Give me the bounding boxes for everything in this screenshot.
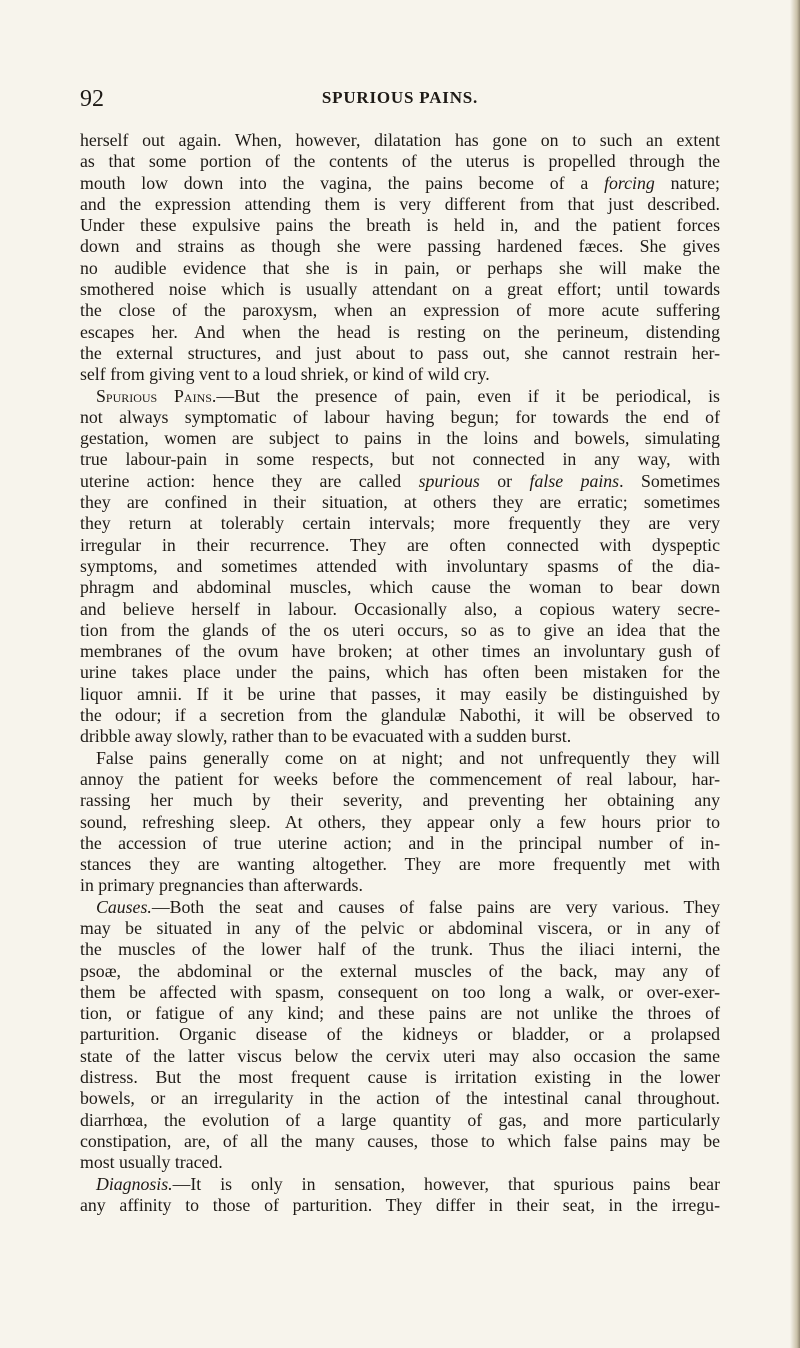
text-line xyxy=(80,705,720,726)
text-run: uterine action: hence they are called xyxy=(80,470,419,491)
text-line xyxy=(80,748,720,769)
text-line xyxy=(80,300,720,321)
text-run: False pains generally come on at night; and not unfrequently they will xyxy=(96,747,720,768)
italic-text: spurious xyxy=(418,470,480,491)
text-run: the accession of true uterine action; and in the principal number of in- xyxy=(80,832,720,853)
text-run: self from giving vent to a loud shriek, or kind of wild cry. xyxy=(80,364,490,385)
text-line xyxy=(80,258,720,279)
text-line xyxy=(80,1174,720,1195)
text-line xyxy=(80,1152,720,1173)
text-line xyxy=(80,535,720,556)
text-line xyxy=(80,1003,720,1024)
text-line xyxy=(80,471,720,492)
text-line xyxy=(80,726,720,747)
text-run: annoy the patient for weeks before the commencement of real labour, har- xyxy=(80,768,720,789)
text-line xyxy=(80,449,720,470)
text-line xyxy=(80,151,720,172)
text-run: stances they are wanting altogether. They are more frequently met with xyxy=(80,854,720,875)
text-run: dribble away slowly, rather than to be evacuated with a sudden burst. xyxy=(80,726,572,747)
text-line xyxy=(80,812,720,833)
text-run: —It is only in sensation, however, that spurious pains bear xyxy=(172,1173,720,1194)
text-line xyxy=(80,577,720,598)
text-run: phragm and abdominal muscles, which cause the woman to bear down xyxy=(80,577,720,598)
text-run: them be affected with spasm, consequent on too long a walk, or over-exer- xyxy=(80,981,720,1002)
text-run: state of the latter viscus below the cervix uteri may also occasion the same xyxy=(80,1045,720,1066)
text-run: the close of the paroxysm, when an expression of more acute suffering xyxy=(80,300,720,321)
text-run: . Sometimes xyxy=(619,470,721,491)
text-line xyxy=(80,513,720,534)
text-line xyxy=(80,897,720,918)
text-run: and the expression attending them is very different from that just described. xyxy=(80,193,720,214)
text-line xyxy=(80,662,720,683)
page-number: 92 xyxy=(80,86,104,112)
text-run: tion, or fatigue of any kind; and these pains are not unlike the throes of xyxy=(80,1003,720,1024)
text-run: not always symptomatic of labour having begun; for towards the end of xyxy=(80,406,720,427)
page-edge-shadow xyxy=(790,0,800,1348)
text-run: and believe herself in labour. Occasionally also, a copious watery secre- xyxy=(80,598,720,619)
text-line xyxy=(80,1046,720,1067)
text-line xyxy=(80,130,720,151)
text-line xyxy=(80,769,720,790)
text-run: down and strains as though she were passing hardened fæces. She gives xyxy=(80,236,720,257)
text-run: membranes of the ovum have broken; at other times an involuntary gush of xyxy=(80,641,720,662)
text-line xyxy=(80,790,720,811)
text-line xyxy=(80,1131,720,1152)
text-run: nature; xyxy=(654,172,720,193)
text-line xyxy=(80,343,720,364)
text-run: no audible evidence that she is in pain, or perhaps she will make the xyxy=(80,257,720,278)
text-line xyxy=(80,833,720,854)
italic-text: Diagnosis. xyxy=(96,1173,173,1194)
italic-text: forcing xyxy=(604,172,655,193)
text-line xyxy=(80,492,720,513)
text-line xyxy=(80,1195,720,1216)
text-run: may be situated in any of the pelvic or abdominal viscera, or in any of xyxy=(80,917,720,938)
text-run: the odour; if a secretion from the glandulæ Nabothi, it will be observed to xyxy=(80,705,720,726)
text-run: smothered noise which is usually attendant on a great effort; until towards xyxy=(80,279,720,300)
text-run: the muscles of the lower half of the trunk. Thus the iliaci interni, the xyxy=(80,939,720,960)
running-head xyxy=(80,86,720,112)
text-run: distress. But the most frequent cause is irritation existing in the lower xyxy=(80,1067,720,1088)
text-run: irregular in their recurrence. They are often connected with dyspeptic xyxy=(80,534,720,555)
text-line xyxy=(80,854,720,875)
text-run: or xyxy=(479,470,530,491)
text-run: —But the presence of pain, even if it be periodical, is xyxy=(216,385,720,406)
text-run: tion from the glands of the os uteri occurs, so as to give an idea that the xyxy=(80,619,720,640)
text-line xyxy=(80,407,720,428)
text-run: mouth low down into the vagina, the pains become of a xyxy=(80,172,605,193)
text-run: —Both the seat and causes of false pains are very various. They xyxy=(151,896,720,917)
text-run: constipation, are, of all the many causes, those to which false pains may be xyxy=(80,1130,720,1151)
text-line xyxy=(80,386,720,407)
text-run: most usually traced. xyxy=(80,1152,223,1173)
text-run: they return at tolerably certain intervals; more frequently they are very xyxy=(80,513,720,534)
text-run: sound, refreshing sleep. At others, they appear only a few hours prior to xyxy=(80,811,720,832)
text-line xyxy=(80,194,720,215)
text-line xyxy=(80,428,720,449)
text-run: true labour-pain in some respects, but not connected in any way, with xyxy=(80,449,720,470)
text-line xyxy=(80,982,720,1003)
text-run: psoæ, the abdominal or the external muscles of the back, may any of xyxy=(80,960,720,981)
text-line xyxy=(80,1110,720,1131)
text-run: escapes her. And when the head is resting on the perineum, distending xyxy=(80,321,720,342)
text-line xyxy=(80,684,720,705)
text-run: parturition. Organic disease of the kidneys or bladder, or a prolapsed xyxy=(80,1024,720,1045)
text-line xyxy=(80,939,720,960)
text-line xyxy=(80,215,720,236)
text-run: liquor amnii. If it be urine that passes, it may easily be distinguished by xyxy=(80,683,720,704)
text-line xyxy=(80,322,720,343)
text-line xyxy=(80,918,720,939)
text-line xyxy=(80,236,720,257)
text-line xyxy=(80,875,720,896)
text-run: in primary pregnancies than afterwards. xyxy=(80,875,363,896)
text-run: herself out again. When, however, dilatation has gone on to such an extent xyxy=(80,130,720,150)
text-line xyxy=(80,1088,720,1109)
text-run: the external structures, and just about to pass out, she cannot restrain her- xyxy=(80,342,720,363)
text-line xyxy=(80,961,720,982)
text-line xyxy=(80,620,720,641)
text-line xyxy=(80,279,720,300)
text-line xyxy=(80,599,720,620)
text-line xyxy=(80,556,720,577)
text-run: as that some portion of the contents of the uterus is propelled through the xyxy=(80,151,720,172)
text-run: urine takes place under the pains, which has often been mistaken for the xyxy=(80,662,720,683)
body-text xyxy=(80,130,720,1216)
italic-text: false pains xyxy=(529,470,620,491)
text-run: symptoms, and sometimes attended with involuntary spasms of the dia- xyxy=(80,555,720,576)
text-run: gestation, women are subject to pains in the loins and bowels, simulating xyxy=(80,428,720,449)
text-run: any affinity to those of parturition. They differ in their seat, in the irregu- xyxy=(80,1194,720,1215)
text-run: rassing her much by their severity, and preventing her obtaining any xyxy=(80,790,720,811)
text-line xyxy=(80,1067,720,1088)
text-line xyxy=(80,173,720,194)
text-run: diarrhœa, the evolution of a large quantity of gas, and more particularly xyxy=(80,1109,720,1130)
running-title: SPURIOUS PAINS. xyxy=(321,88,479,107)
text-line xyxy=(80,364,720,385)
text-run: bowels, or an irregularity in the action of the intestinal canal throughout. xyxy=(80,1088,720,1109)
text-run: Under these expulsive pains the breath is held in, and the patient forces xyxy=(80,215,720,236)
section-heading: Spurious Pains. xyxy=(96,385,217,406)
text-run: they are confined in their situation, at others they are erratic; sometimes xyxy=(80,492,720,513)
italic-text: Causes. xyxy=(96,896,152,917)
text-line xyxy=(80,641,720,662)
text-line xyxy=(80,1024,720,1045)
